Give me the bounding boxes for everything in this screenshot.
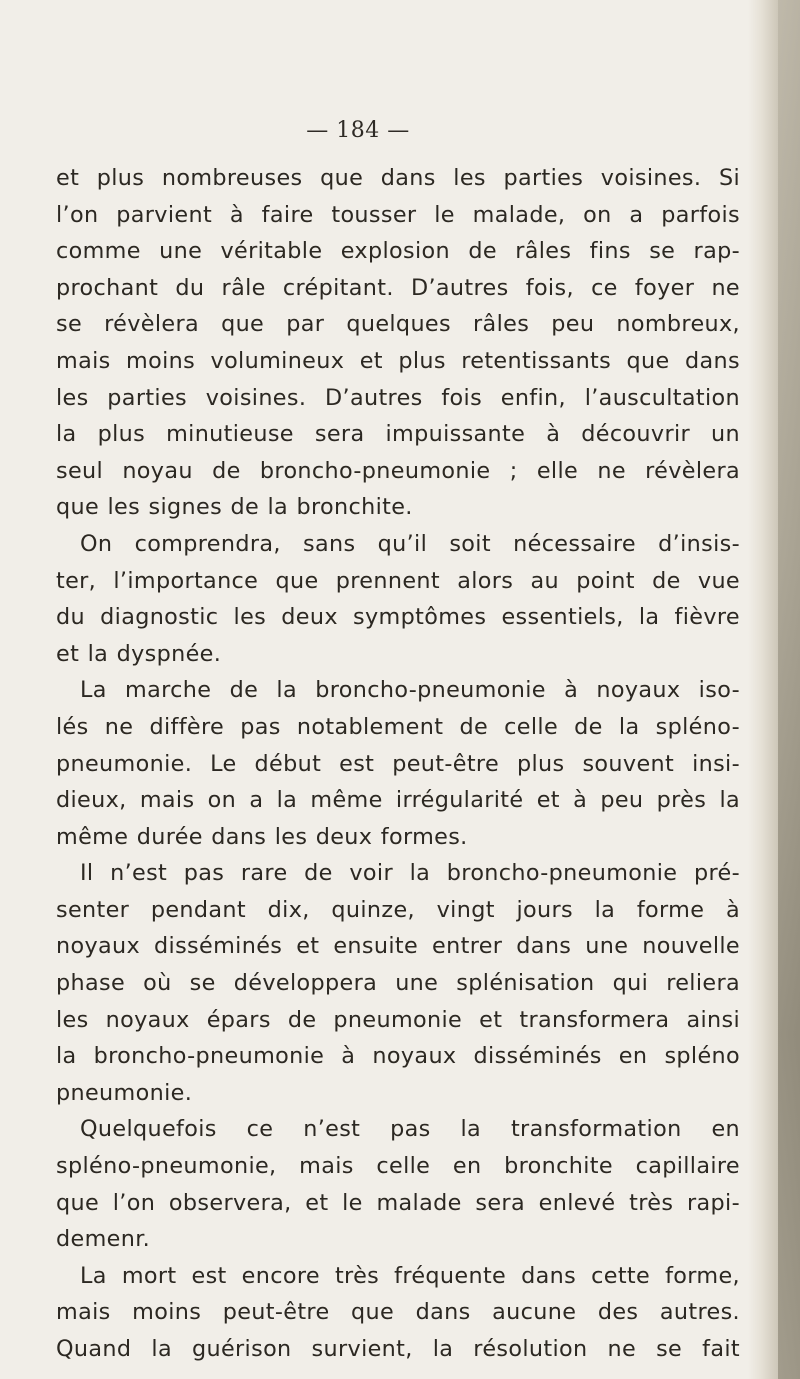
text-line: que les signes de la bronchite. [56, 494, 413, 521]
text-line: senter pendant dix, quinze, vingt jours la forme à [56, 896, 740, 923]
text-line: lés ne diffère pas notablement de celle de la spléno- [56, 713, 740, 740]
text-line: les parties voisines. D’autres fois enfin, l’auscultation [56, 384, 740, 411]
text-line: et plus nombreuses que dans les parties voisines. Si [56, 165, 740, 191]
text-line: l’on parvient à faire tousser le malade, on a parfois [56, 201, 740, 228]
text-line: prochant du râle crépitant. D’autres fois, ce foyer ne [56, 274, 740, 301]
paragraph-start-line: Il n’est pas rare de voir la broncho-pneumonie pré- [80, 860, 740, 887]
text-line: ter, l’importance que prennent alors au point de vue [56, 567, 740, 594]
text-line: et la dyspnée. [56, 640, 222, 667]
text-line: phase où se développera une splénisation qui reliera [56, 970, 740, 997]
text-line: seul noyau de broncho-pneumonie ; elle ne révèlera [56, 457, 740, 484]
text-line: dieux, mais on a la même irrégularité et à peu près la [56, 787, 740, 814]
text-line: la broncho-pneumonie à noyaux disséminés en spléno [56, 1043, 740, 1070]
paragraph-start-line: On comprendra, sans qu’il soit nécessaire d’insis- [80, 530, 740, 557]
text-line: les noyaux épars de pneumonie et transformera ainsi [56, 1006, 740, 1033]
text-line: pneumonie. Le début est peut-être plus souvent insi- [56, 750, 740, 777]
text-line: mais moins peut-être que dans aucune des autres. [56, 1299, 740, 1326]
text-line: du diagnostic les deux symptômes essentiels, la fièvre [56, 604, 740, 631]
text-line: mais moins volumineux et plus retentissants que dans [56, 347, 740, 374]
text-line: que l’on observera, et le malade sera enlevé très rapi- [56, 1189, 740, 1216]
paragraph-start-line: La mort est encore très fréquente dans cette forme, [80, 1262, 740, 1289]
text-line: demenr. [56, 1226, 151, 1253]
binding-edge-dark [778, 0, 800, 1379]
text-line: même durée dans les deux formes. [56, 823, 468, 850]
text-line: se révèlera que par quelques râles peu nombreux, [56, 311, 740, 338]
text-line: la plus minutieuse sera impuissante à découvrir un [56, 421, 740, 448]
text-line: spléno-pneumonie, mais celle en bronchite capillaire [56, 1153, 740, 1180]
paragraph-start-line: Quelquefois ce n’est pas la transformation en [80, 1116, 740, 1143]
text-line: pneumonie. [56, 1079, 193, 1106]
body-text [56, 160, 740, 1368]
text-line: comme une véritable explosion de râles fins se rap- [56, 238, 740, 265]
paragraph-start-line: La marche de la broncho-pneumonie à noyaux iso- [80, 677, 740, 704]
page-number: — 184 — [306, 118, 410, 143]
text-line: Quand la guérison survient, la résolution ne se fait [56, 1336, 740, 1362]
text-line: noyaux disséminés et ensuite entrer dans une nouvelle [56, 933, 740, 960]
